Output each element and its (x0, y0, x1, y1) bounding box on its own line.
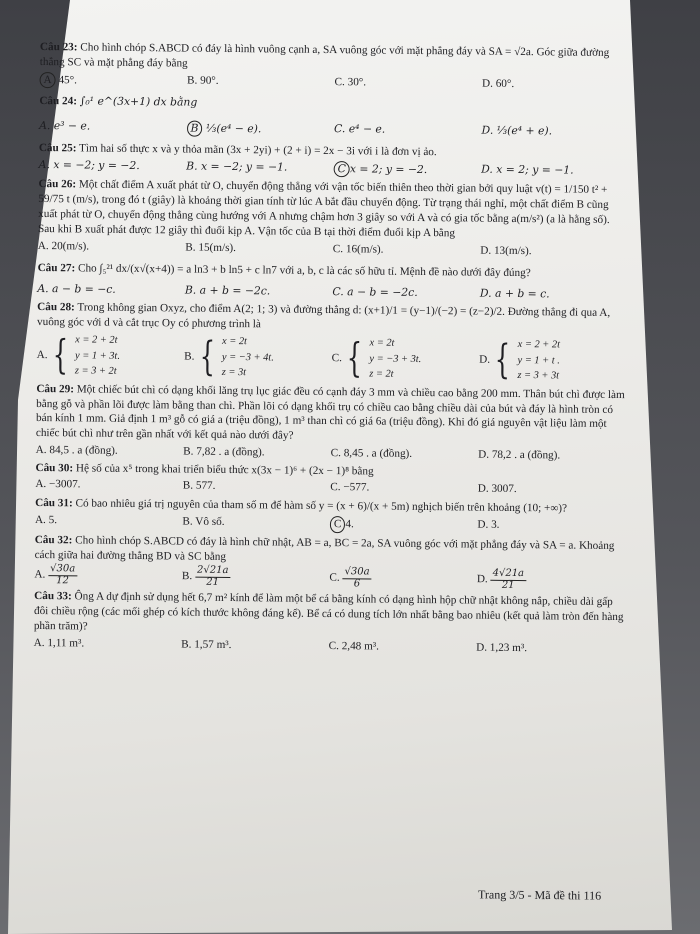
eq-line: y = −3 + 4t. (221, 351, 274, 363)
option-c[interactable] (330, 516, 478, 534)
option-letter: D. (479, 353, 491, 366)
question-33 (34, 589, 624, 640)
question-text: Cho hình chóp S.ABCD có đáy là hình chữ nhật, AB = a, BC = 2a, SA vuông góc với mặt phẳng đáy và SA = a. Khoảng cách giữa hai đường thẳng BD và SC bằng (34, 534, 615, 563)
option-c-text: x = 2; y = −2. (349, 162, 428, 177)
eq-line: y = −3 + 3t. (369, 352, 422, 365)
option-b[interactable]: B. 90°. (187, 74, 219, 87)
question-23 (40, 40, 630, 76)
option-c[interactable]: C. 30°. (334, 75, 367, 88)
frac-numerator: √30a (342, 568, 371, 580)
question-label: Câu 28: (37, 301, 75, 314)
option-b[interactable]: B. x = −2; y = −1. (186, 159, 288, 174)
options-25 (39, 158, 629, 180)
option-c[interactable]: C. a − b = −2c. (332, 285, 418, 300)
option-letter: A. (36, 348, 48, 362)
option-letter: C. (329, 571, 340, 585)
eq-line: z = 3t (221, 367, 247, 379)
exam-content (34, 40, 630, 660)
circled-mark: A (39, 72, 55, 89)
option-d[interactable]: D. 1,23 m³. (476, 641, 528, 654)
options-32 (34, 564, 624, 592)
option-d[interactable]: D. 3. (477, 518, 500, 531)
option-b[interactable]: B. 577. (182, 479, 216, 493)
option-a[interactable]: A. x = −2; y = −2. (38, 158, 140, 173)
option-b[interactable] (184, 333, 332, 381)
question-29 (36, 382, 627, 447)
options-24 (39, 119, 629, 141)
option-b[interactable] (186, 121, 334, 139)
option-b[interactable]: B. Vô số. (182, 515, 225, 528)
option-c[interactable]: C. 16(m/s). (332, 242, 384, 256)
question-text: ∫₀¹ e^(3x+1) dx bằng (79, 94, 198, 109)
question-text: Trong không gian Oxyz, cho điểm A(2; 1; 3) và đường thẳng d: (x+1)/1 = (y−1)/(−2) = (z−2)/2. Đường thẳng đi qua A, vuông góc với d và cắt trục Oy có phương trình là (36, 301, 611, 331)
options-31 (35, 513, 625, 536)
eq-line: z = 2t (369, 368, 394, 380)
frac-numerator: 4√21a (491, 569, 527, 581)
question-label: Câu 23: (39, 40, 78, 54)
frac-denominator: 21 (206, 576, 220, 588)
brace-icon: { (52, 332, 69, 379)
question-26 (38, 177, 629, 242)
question-label: Câu 27: (37, 262, 76, 275)
page-footer: Trang 3/5 - Mã đề thi 116 (477, 887, 602, 903)
option-d[interactable] (477, 569, 625, 593)
frac-denominator: 21 (501, 579, 515, 591)
option-letter: A. (34, 568, 46, 581)
question-text: Cho hình chóp S.ABCD có đáy là hình vuông cạnh a, SA vuông góc với mặt phẳng đáy và SA = √2a. Góc giữa đường thẳng SC và mặt phẳng đáy bằng (39, 41, 610, 70)
brace-icon: { (346, 335, 363, 382)
option-b[interactable]: B. a + b = −2c. (184, 283, 271, 298)
eq-line: z = 3 + 3t (517, 370, 560, 382)
brace-icon: { (494, 337, 511, 384)
options-23 (39, 72, 629, 95)
option-c[interactable] (331, 335, 479, 383)
eq-line: x = 2t (369, 337, 395, 349)
frac-denominator: 6 (353, 578, 361, 590)
question-text: Một chiếc bút chì có dạng khối lăng trụ lục giác đều có cạnh đáy 3 mm và chiều cao bằng 200 mm. Thân bút chì được làm bằng gỗ và phần lõi được làm bằng than chì. Phần lõi có dạng khối trụ có chiều cao bằng chiều dài của bút và đáy là hình tròn có bán kính 1 mm. Giả định 1 m³ gỗ có giá a (triệu đồng), 1 m³ than chì có giá 6a (triệu đồng). Khi đó giá nguyên vật liệu làm một chiếc bút chì như trên gần nhất với kết quả nào dưới đây? (35, 383, 625, 442)
eq-line: z = 3 + 2t (74, 365, 117, 377)
option-a[interactable]: A. −3007. (35, 478, 81, 491)
option-a[interactable]: A. 20(m/s). (37, 239, 90, 253)
question-32 (35, 533, 625, 569)
frac-numerator: 2√21a (195, 566, 231, 578)
option-b[interactable] (182, 566, 330, 590)
circled-mark: C (330, 516, 346, 533)
option-d[interactable]: D. a + b = c. (479, 286, 550, 301)
option-b[interactable]: B. 15(m/s). (185, 241, 237, 254)
option-c[interactable]: C. −577. (330, 481, 370, 494)
question-label: Câu 26: (38, 178, 77, 191)
eq-line: x = 2t (222, 335, 248, 348)
question-text: Một chất điểm A xuất phát từ O, chuyển động thẳng với vận tốc biến thiên theo thời gian bởi quy luật v(t) = 1/150 t² + 59/75 t (m/s), trong đó t (giây) là khoảng thời gian tính từ lúc A bắt đầu chuyển động. Từ trạng thái nghỉ, một chất điểm B cũng xuất phát từ O, chuyển động thẳng cùng hướng với A nhưng chậm hơn 3 giây so với A và có gia tốc bằng a(m/s²) (a là hằng số). Sau khi B xuất phát được 12 giây thì đuổi kịp A. Vận tốc của B tại thời điểm đuổi kịp A bằng (37, 178, 610, 240)
eq-line: y = 1 + t . (517, 354, 560, 366)
option-c-text: 4. (345, 518, 354, 531)
option-c[interactable]: C. e⁴ − e. (334, 122, 386, 136)
option-d[interactable] (479, 337, 627, 385)
option-b-text: ⅓(e⁴ − e). (205, 121, 262, 136)
option-letter: C. (331, 351, 343, 365)
question-label: Câu 32: (34, 533, 73, 547)
circled-mark: B (186, 121, 202, 137)
question-text: Có bao nhiêu giá trị nguyên của tham số m để hàm số y = (x + 6)/(x + 5m) nghịch biến trên khoảng (10; +∞)? (75, 497, 568, 515)
question-label: Câu 31: (35, 497, 73, 510)
options-28 (36, 332, 626, 385)
eq-line: y = 1 + 3t. (74, 349, 121, 362)
question-28 (37, 300, 627, 336)
question-text: Hệ số của x⁵ trong khai triển biểu thức x(3x − 1)⁶ + (2x − 1)⁸ bằng (75, 462, 374, 478)
question-text: Cho ∫₅²¹ dx/(x√(x+4)) = a ln3 + b ln5 + c ln7 với a, b, c là các số hữu tỉ. Mệnh đề nào dưới đây đúng? (77, 262, 531, 280)
frac-denominator: 12 (56, 575, 69, 587)
option-a[interactable]: A. e³ − e. (39, 119, 91, 133)
question-label: Câu 25: (38, 142, 77, 155)
option-d[interactable]: D. 60°. (482, 77, 515, 90)
question-24 (39, 94, 629, 115)
option-b[interactable]: B. 1,57 m³. (181, 638, 232, 651)
option-letter: D. (476, 573, 488, 586)
option-letter: B. (181, 570, 193, 583)
option-letter: B. (184, 350, 195, 363)
option-c[interactable] (329, 567, 477, 591)
option-d[interactable]: D. x = 2; y = −1. (481, 162, 574, 177)
option-c[interactable]: C. 8,45 . a (đồng). (330, 446, 413, 460)
eq-line: x = 2 + 2t (75, 334, 118, 346)
option-c[interactable] (334, 161, 482, 179)
circled-mark: C (334, 161, 350, 177)
eq-line: x = 2 + 2t (517, 338, 561, 351)
option-a[interactable]: A. 1,11 m³. (33, 636, 85, 650)
question-label: Câu 30: (35, 461, 74, 475)
option-a[interactable]: A. 84,5 . a (đồng). (35, 443, 118, 457)
question-label: Câu 24: (39, 95, 78, 108)
option-d[interactable]: D. ⅓(e⁴ + e). (481, 123, 553, 138)
option-a[interactable] (36, 332, 184, 380)
options-27 (37, 282, 627, 302)
option-a[interactable] (34, 564, 182, 588)
frac-numerator: √30a (48, 564, 77, 576)
question-27 (38, 261, 628, 282)
question-label: Câu 33: (34, 590, 72, 603)
question-text: Tìm hai số thực x và y thỏa mãn (3x + 2yi) + (2 + i) = 2x − 3i với i là đơn vị ảo. (79, 142, 437, 159)
option-a-text: 45°. (58, 73, 78, 86)
option-a[interactable] (39, 72, 187, 90)
option-d[interactable]: D. 3007. (477, 483, 517, 496)
option-c[interactable]: C. 2,48 m³. (328, 639, 380, 653)
option-a[interactable]: A. 5. (34, 513, 58, 527)
option-d[interactable]: D. 13(m/s). (480, 244, 532, 257)
option-d[interactable]: D. 78,2 . a (đồng). (478, 448, 561, 462)
option-b[interactable]: B. 7,82 . a (đồng). (183, 445, 265, 459)
option-a[interactable]: A. a − b = −c. (37, 282, 116, 296)
question-label: Câu 29: (36, 382, 75, 396)
question-text: Ông A dự định sử dụng hết 6,7 m² kính để làm một bể cá bằng kính có dạng hình hộp chữ nhật không nắp, chiều dài gấp đôi chiều rộng (các mối ghép có kích thước không đáng kể). Bể cá có dung tích lớn nhất bằng bao nhiêu (kết quả làm tròn đến hàng phần trăm)? (33, 590, 624, 633)
brace-icon: { (199, 334, 216, 381)
